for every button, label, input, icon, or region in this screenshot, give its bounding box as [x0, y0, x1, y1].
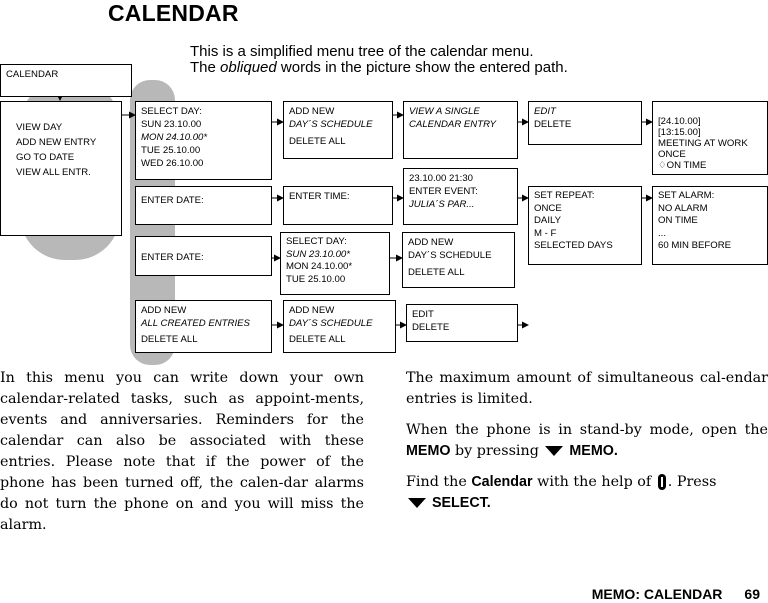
add-new-box-2: ADD NEW DAY´S SCHEDULE DELETE ALL — [402, 232, 515, 288]
enter-time-box: ENTER TIME: — [283, 186, 393, 225]
body-right-p3: Find the Calendar with the help of . Press SELECT. — [406, 474, 717, 511]
enter-date-box-1: ENTER DATE: — [135, 186, 272, 225]
select-day-box-2: SELECT DAY: SUN 23.10.00* MON 24.10.00* TUE 25.10.00 — [280, 232, 390, 295]
entry-info-box: [24.10.00] [13:15.00] MEETING AT WORK ONCE ♢ON TIME — [652, 101, 768, 175]
body-left-column — [0, 368, 364, 546]
menu-item-view-day[interactable]: VIEW DAY — [16, 122, 63, 133]
select-day-box-1: SELECT DAY: SUN 23.10.00 MON 24.10.00* TUE 25.10.00 WED 26.10.00 — [135, 101, 272, 180]
set-alarm-box: SET ALARM: NO ALARM ON TIME ... 60 MIN BEFORE — [652, 186, 768, 265]
intro-line-1: This is a simplified menu tree of the calendar menu. — [190, 43, 534, 60]
edit-box-2: EDIT DELETE — [406, 304, 518, 342]
scroll-key-icon — [656, 473, 668, 491]
body-right-p1: The maximum amount of simultaneous cal-endar entries is limited. — [406, 370, 768, 407]
intro-line-2: The obliqued words in the picture show the entered path. — [190, 59, 568, 76]
calendar-root-box: CALENDAR — [0, 64, 132, 97]
main-menu-box — [0, 101, 122, 236]
page-number: 69 — [744, 586, 760, 602]
enter-event-box: 23.10.00 21:30 ENTER EVENT: JULIA´S PAR... — [403, 168, 518, 225]
bell-icon: ♢ — [658, 160, 667, 171]
add-new-box-4: ADD NEW DAY´S SCHEDULE DELETE ALL — [283, 300, 396, 353]
softkey-icon — [543, 444, 565, 458]
page-heading: CALENDAR — [108, 0, 239, 26]
menu-item-go-to-date[interactable]: GO TO DATE — [16, 152, 75, 163]
set-repeat-box: SET REPEAT: ONCE DAILY M - F SELECTED DAYS — [528, 186, 642, 265]
page-footer — [592, 586, 760, 602]
view-single-box: VIEW A SINGLE CALENDAR ENTRY — [403, 101, 518, 159]
body-right-column — [406, 368, 768, 524]
footer-section: MEMO: CALENDAR — [591, 586, 723, 602]
body-right-p2: When the phone is in stand-by mode, open the MEMO by pressing MEMO. — [406, 422, 768, 459]
softkey-icon — [406, 496, 428, 510]
enter-date-box-2: ENTER DATE: — [135, 236, 272, 276]
add-new-box-1: ADD NEW DAY´S SCHEDULE DELETE ALL — [283, 101, 393, 159]
menu-item-view-all[interactable]: VIEW ALL ENTR. — [16, 167, 91, 178]
menu-item-add-new-entry[interactable]: ADD NEW ENTRY — [16, 137, 97, 148]
body-left-paragraph: In this menu you can write down your own calendar-related tasks, such as appoint-ments, events and anniversaries. Reminders for the calendar can also be associated with these entries. Please note that if the power of the phone has been turned off, the calen-dar alarms do not turn the phone on and you will miss the alarm. — [0, 370, 364, 533]
edit-box-1: EDIT DELETE — [528, 101, 642, 145]
add-new-box-3: ADD NEW ALL CREATED ENTRIES DELETE ALL — [135, 300, 272, 353]
